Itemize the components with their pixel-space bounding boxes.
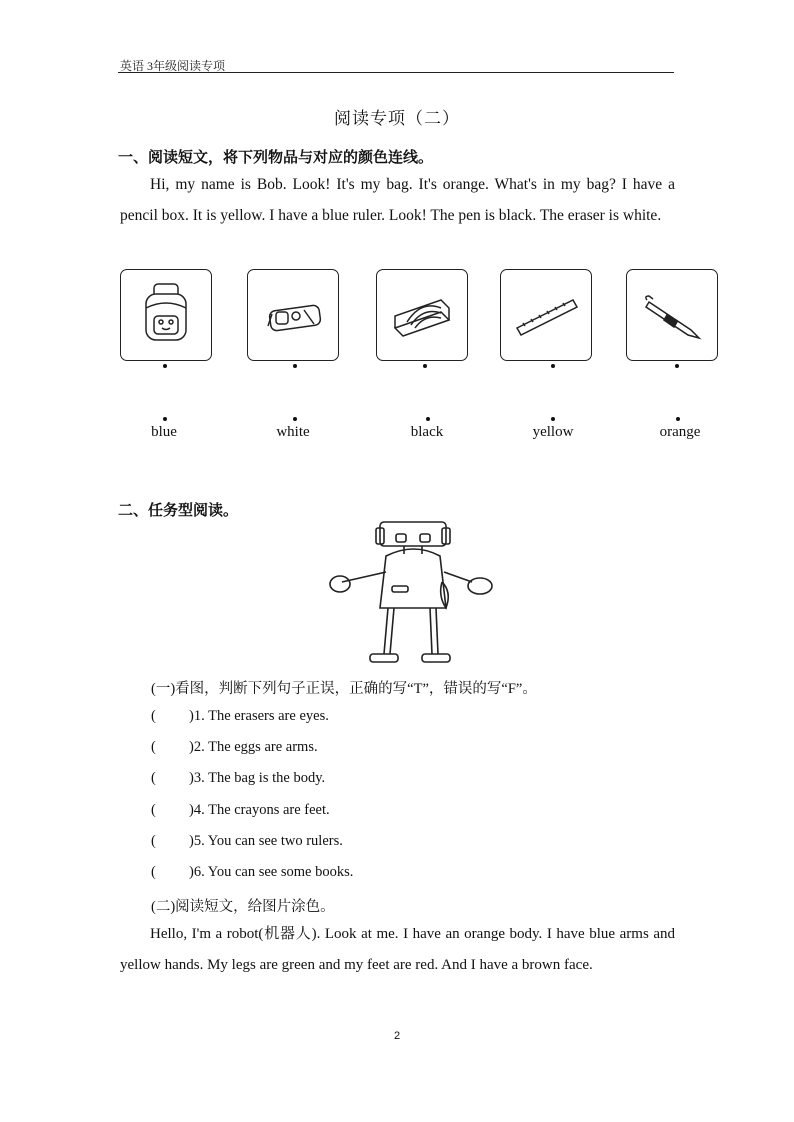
page-title: 阅读专项（二）	[334, 109, 460, 128]
part1-instruction: (一)看图，判断下列句子正误，正确的写“T”，错误的写“F”。	[151, 681, 537, 697]
match-dot-top	[293, 364, 297, 368]
pencil-box-picture	[247, 269, 339, 361]
question-text: 4. The crayons are feet.	[193, 802, 330, 818]
question-3: ( )3. The bag is the body.	[151, 770, 326, 786]
color-word-black: black	[410, 424, 444, 440]
match-dot-bottom	[293, 417, 297, 421]
match-dot-top	[551, 364, 555, 368]
pencil-box-icon	[248, 270, 338, 360]
page-number: 2	[393, 1030, 401, 1042]
match-dot-top	[163, 364, 167, 368]
question-4: ( )4. The crayons are feet.	[151, 802, 330, 818]
question-6: ( )6. You can see some books.	[151, 864, 354, 880]
question-text: 2. The eggs are arms.	[193, 739, 318, 755]
match-dot-bottom	[551, 417, 555, 421]
question-5: ( )5. You can see two rulers.	[151, 833, 343, 849]
eraser-picture	[376, 269, 468, 361]
match-dot-top	[423, 364, 427, 368]
header-divider	[118, 72, 674, 73]
question-1: ( )1. The erasers are eyes.	[151, 708, 329, 724]
bag-icon	[121, 270, 211, 360]
match-dot-bottom	[163, 417, 167, 421]
bag-picture	[120, 269, 212, 361]
part2-passage: Hello, I'm a robot(机器人). Look at me. I have an orange body. I have blue arms and yellow hands. My legs are green and my feet are red. And I have a brown face.	[120, 926, 675, 973]
color-word-yellow: yellow	[532, 424, 574, 440]
part2-instruction: (二)阅读短文，给图片涂色。	[151, 899, 335, 915]
question-text: 5. You can see two rulers.	[193, 833, 343, 849]
section2-heading: 二、任务型阅读。	[118, 501, 239, 519]
ruler-picture	[500, 269, 592, 361]
section1-heading: 一、阅读短文，将下列物品与对应的颜色连线。	[118, 148, 434, 166]
question-text: 6. You can see some books.	[193, 864, 354, 880]
color-word-blue: blue	[151, 424, 177, 440]
match-dot-top	[675, 364, 679, 368]
match-dot-bottom	[426, 417, 430, 421]
page-header: 英语 3年级阅读专项	[120, 59, 226, 73]
question-text: 1. The erasers are eyes.	[193, 708, 329, 724]
pen-icon	[627, 270, 717, 360]
ruler-icon	[501, 270, 591, 360]
pen-picture	[626, 269, 718, 361]
color-word-white: white	[276, 424, 310, 440]
question-text: 3. The bag is the body.	[193, 770, 326, 786]
robot-picture	[328, 520, 498, 668]
match-dot-bottom	[676, 417, 680, 421]
color-word-orange: orange	[659, 424, 701, 440]
eraser-icon	[377, 270, 467, 360]
question-2: ( )2. The eggs are arms.	[151, 739, 318, 755]
section1-passage: Hi, my name is Bob. Look! It's my bag. It's orange. What's in my bag? I have a pencil box. It is yellow. I have a blue ruler. Look! The pen is black. The eraser is white.	[120, 176, 675, 224]
